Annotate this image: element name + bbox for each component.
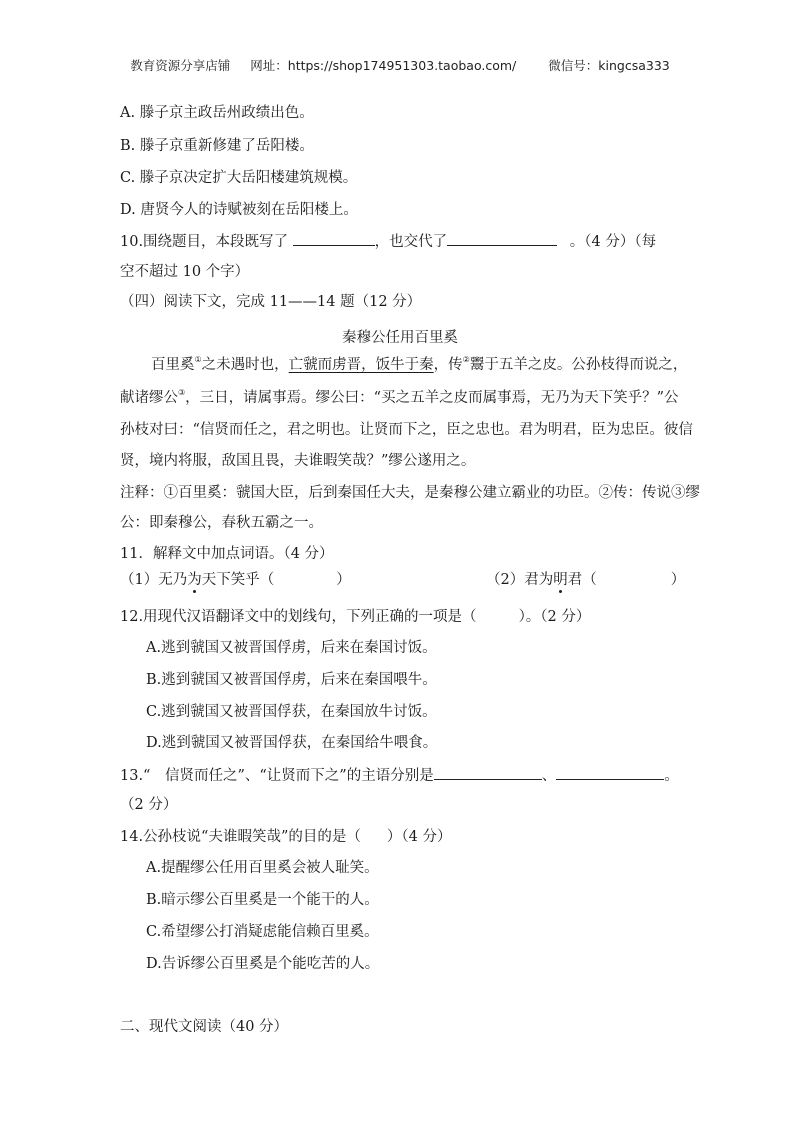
q11-item-2-text: 君（ — [567, 572, 597, 588]
passage-text: ，三日，请属事焉。缪公曰：“买之五羊之皮而属事焉，无乃为天下笑乎？”公 — [185, 390, 679, 406]
q10-question — [120, 231, 656, 252]
q13-prompt — [120, 765, 679, 786]
q10-blank-2[interactable] — [447, 231, 557, 246]
q11-item-1-text: 天下笑乎（ — [201, 572, 275, 588]
page-header — [0, 56, 800, 74]
q12-option-b: B.逃到虢国又被晋国俘虏，后来在秦国喂牛。 — [146, 672, 437, 688]
q13-prompt-text: 13.“ 信贤而任之”、“让贤而下之”的主语分别是 — [120, 768, 434, 784]
q10-blank-1[interactable] — [293, 231, 375, 246]
q12-prompt-text: ）。（2 分） — [518, 609, 591, 625]
q13-score: （2 分） — [120, 797, 178, 813]
q14-option-a: A.提醒缪公任用百里奚会被人耻笑。 — [146, 860, 379, 876]
q12-prompt-text: 12.用现代汉语翻译文中的划线句，下列正确的一项是（ — [120, 609, 477, 625]
q11-item-2-text: （2）君为 — [486, 572, 554, 588]
underlined-sentence: 亡虢而虏晋，饭牛于秦 — [288, 357, 434, 373]
q13-blank-1[interactable] — [434, 765, 542, 780]
q11-item-2 — [486, 570, 685, 590]
passage-text: 献诸缪公 — [120, 390, 178, 406]
q11-item-1-text: （1）无乃 — [120, 572, 188, 588]
dotted-word-ming: 明 — [553, 572, 568, 588]
passage-text: 鬻于五羊之皮。公孙枝得而说之， — [469, 357, 688, 373]
passage-line-2 — [120, 388, 679, 408]
q11-item-1 — [120, 570, 351, 590]
notes-line-1: 注释：①百里奚：虢国大臣，后到秦国任大夫，是秦穆公建立霸业的功臣。②传：传说③缪 — [120, 485, 700, 501]
q12-option-d: D.逃到虢国又被晋国俘获，在秦国给牛喂食。 — [146, 735, 438, 751]
q14-option-d: D.告诉缪公百里奚是个能吃苦的人。 — [146, 956, 380, 972]
q13-blank-2[interactable] — [556, 765, 664, 780]
q14-option-b: B.暗示缪公百里奚是一个能干的人。 — [146, 892, 379, 908]
url-label: 网址： — [250, 58, 288, 73]
footnote-ref-2: ② — [462, 355, 470, 364]
section-2-heading: 二、现代文阅读（40 分） — [120, 1019, 289, 1035]
q11-item-1-close: ） — [336, 572, 351, 588]
q12-prompt — [120, 607, 590, 627]
q10-text-2: ，也交代了 — [374, 234, 448, 250]
q10-text-1: 10.围绕题目，本段既写了 — [120, 234, 289, 250]
footnote-ref-3: ③ — [178, 388, 186, 397]
q10-line-2: 空不超过 10 个字） — [120, 264, 250, 280]
q9-option-a: A. 滕子京主政岳州政绩出色。 — [120, 105, 314, 121]
q10-text-3: 。（4 分）（每 — [569, 234, 657, 250]
passage-text: 之未遇时也， — [201, 357, 289, 373]
q12-option-a: A.逃到虢国又被晋国俘虏，后来在秦国讨饭。 — [146, 640, 437, 656]
passage-text: 百里奚 — [151, 357, 195, 373]
wechat-label: 微信号： — [548, 58, 599, 73]
q11-prompt: 11．解释文中加点词语。（4 分） — [120, 546, 334, 562]
notes-line-2: 公：即秦穆公，春秋五霸之一。 — [120, 515, 323, 531]
passage-title: 秦穆公任用百里奚 — [342, 330, 458, 346]
q13-separator: 、 — [541, 768, 557, 784]
q9-option-d: D. 唐贤今人的诗赋被刻在岳阳楼上。 — [120, 202, 358, 218]
dotted-word-wei: 为 — [187, 572, 202, 588]
passage-line-4: 贤，境内将服，敌国且畏，夫谁暇笑哉？”缪公遂用之。 — [120, 453, 476, 469]
shop-url[interactable]: https://shop174951303.taobao.com/ — [287, 58, 517, 73]
wechat-id: kingcsa333 — [598, 58, 670, 73]
q13-end: 。 — [664, 768, 679, 784]
q14-prompt — [120, 827, 451, 847]
q11-item-2-close: ） — [670, 572, 686, 588]
passage-text: ，传 — [433, 357, 463, 373]
section-4-heading: （四）阅读下文，完成 11——14 题（12 分） — [120, 294, 422, 310]
footnote-ref-1: ① — [194, 355, 202, 364]
q12-option-c: C.逃到虢国又被晋国俘获，在秦国放牛讨饭。 — [146, 704, 437, 720]
q14-option-c: C.希望缪公打消疑虑能信赖百里奚。 — [146, 924, 379, 940]
passage-line-3: 孙枝对曰：“信贤而任之，君之明也。让贤而下之，臣之忠也。君为明君，臣为忠臣。彼信 — [120, 422, 693, 438]
shop-name: 教育资源分享店铺 — [130, 58, 231, 73]
q14-prompt-text: ）（4 分） — [386, 829, 452, 845]
q9-option-b: B. 滕子京重新修建了岳阳楼。 — [120, 138, 314, 154]
passage-line-1 — [151, 355, 687, 375]
q9-option-c: C. 滕子京决定扩大岳阳楼建筑规模。 — [120, 170, 358, 186]
q14-prompt-text: 14.公孙枝说“夫谁暇笑哉”的目的是（ — [120, 829, 361, 845]
